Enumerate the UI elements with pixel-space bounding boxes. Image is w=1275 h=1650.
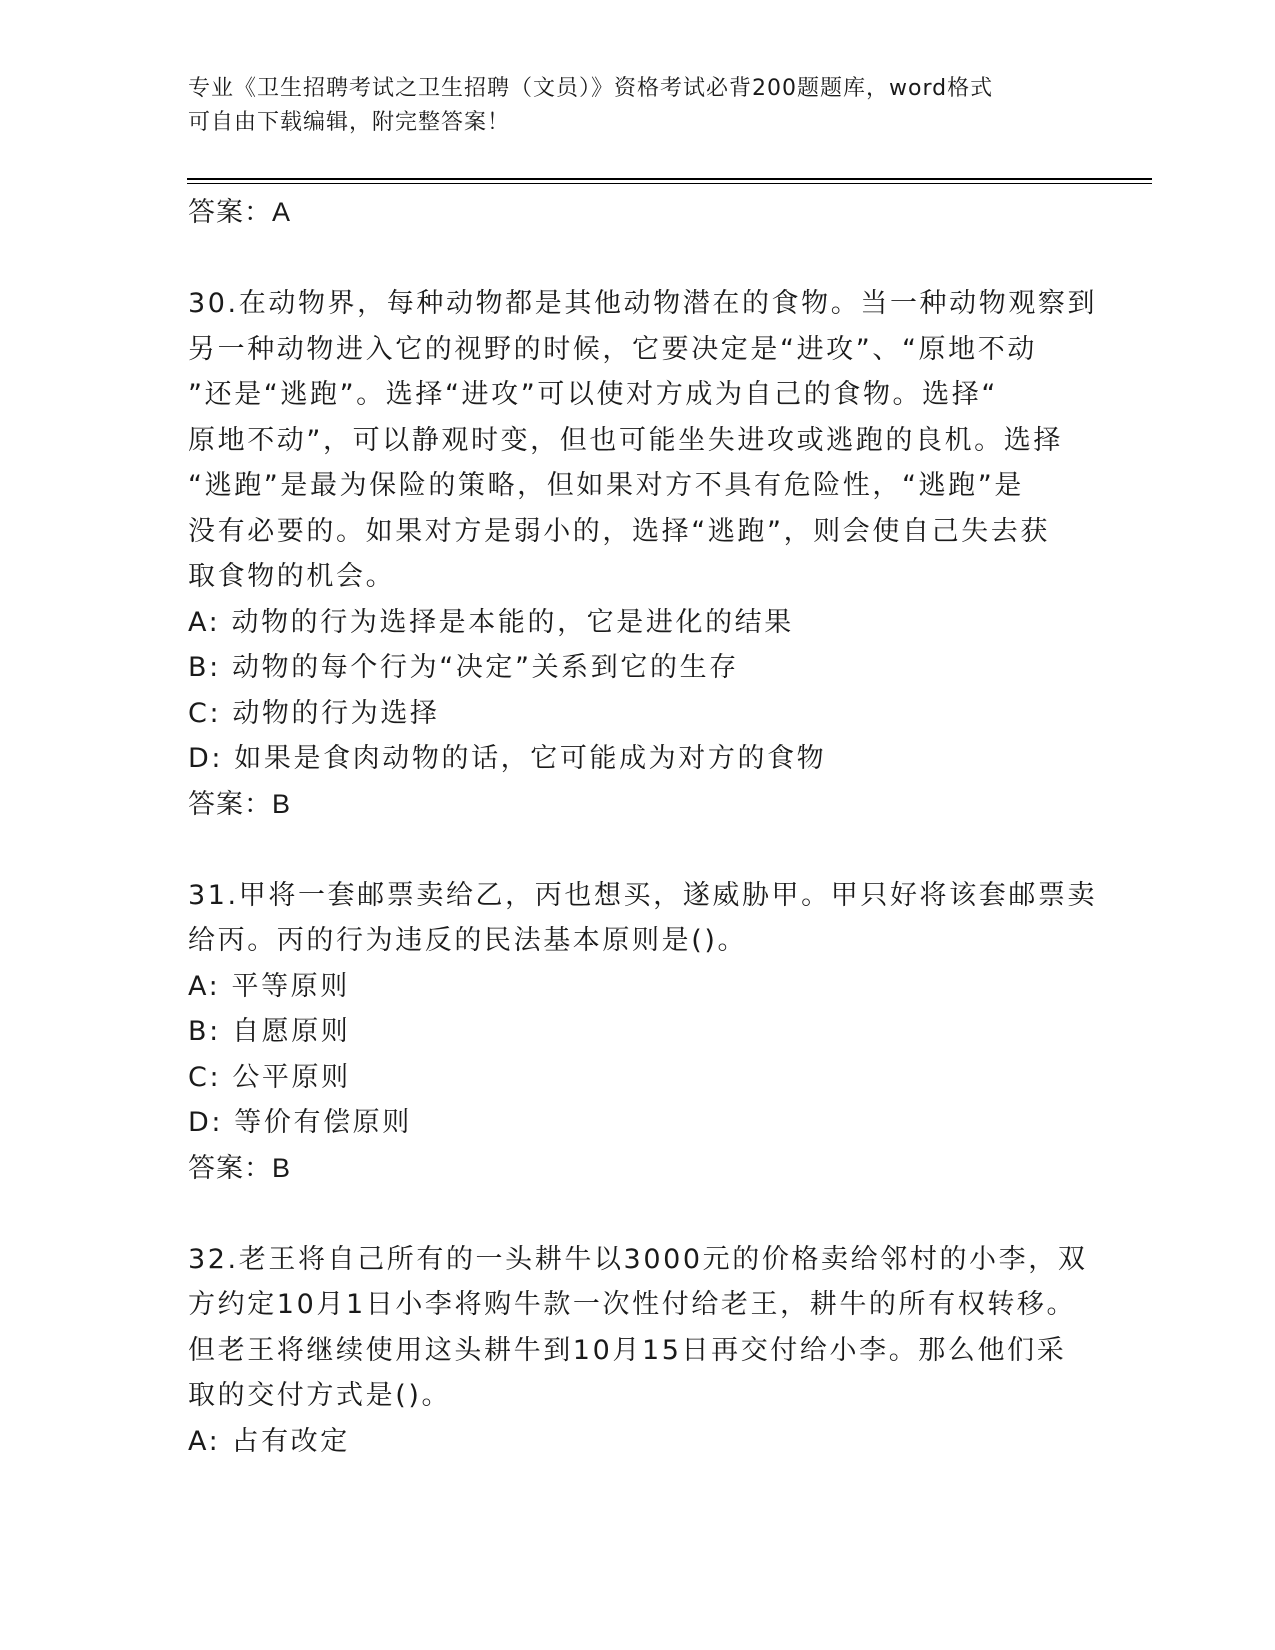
option-c: C: 公平原则 [188,1061,351,1093]
option-b: B: 动物的每个行为“决定”关系到它的生存 [188,652,739,683]
question-text-line: 30.在动物界，每种动物都是其他动物潜在的食物。当一种动物观察到 [188,288,1098,319]
header-divider-thin [187,183,1152,184]
answer-30: 答案：B [188,788,292,819]
question-text-line: 32.老王将自己所有的一头耕牛以3000元的价格卖给邻村的小李，双 [188,1243,1088,1275]
question-text-line: “逃跑”是最为保险的策略，但如果对方不具有危险性，“逃跑”是 [188,470,1024,501]
option-d: D: 等价有偿原则 [188,1107,412,1138]
question-text-line: 取食物的机会。 [188,561,396,592]
question-text-line: ”还是“逃跑”。选择“进攻”可以使对方成为自己的食物。选择“ [188,379,998,410]
option-c: C: 动物的行为选择 [188,697,440,729]
question-text-line: 另一种动物进入它的视野的时候，它要决定是“进攻”、“原地不动 [188,333,1037,365]
option-a: A: 占有改定 [188,1425,350,1457]
header-divider-thick [187,178,1152,180]
answer-31: 答案：B [188,1152,292,1183]
option-d: D: 如果是食肉动物的话，它可能成为对方的食物 [188,743,827,774]
option-a: A: 平等原则 [188,970,350,1002]
header-line-2: 可自由下载编辑，附完整答案！ [188,110,511,135]
question-text-line: 31.甲将一套邮票卖给乙，丙也想买，遂威胁甲。甲只好将该套邮票卖 [188,879,1098,911]
answer-29: 答案：A [188,197,292,227]
header-line-1: 专业《卫生招聘考试之卫生招聘（文员）》资格考试必背200题题库，word格式 [188,76,994,101]
option-b: B: 自愿原则 [188,1016,351,1047]
question-text-line: 给丙。丙的行为违反的民法基本原则是()。 [188,925,748,956]
question-32 [188,1237,1088,1465]
question-31 [188,873,1098,1192]
question-text-line: 但老王将继续使用这头耕牛到10月15日再交付给小李。那么他们采 [188,1334,1067,1366]
question-text-line: 没有必要的。如果对方是弱小的，选择“逃跑”，则会使自己失去获 [188,515,1050,547]
spacer [188,827,1088,873]
spacer [188,236,1088,282]
document-body [188,190,1098,1464]
question-text-line: 方约定10月1日小李将购牛款一次性付给老王，耕牛的所有权转移。 [188,1289,1077,1320]
question-30 [188,281,1098,827]
spacer [188,1191,1088,1237]
question-text-line: 取的交付方式是()。 [188,1380,452,1411]
question-text-line: 原地不动”，可以静观时变，但也可能坐失进攻或逃跑的良机。选择 [188,424,1063,456]
option-a: A: 动物的行为选择是本能的，它是进化的结果 [188,606,794,638]
document-header [188,72,1088,140]
